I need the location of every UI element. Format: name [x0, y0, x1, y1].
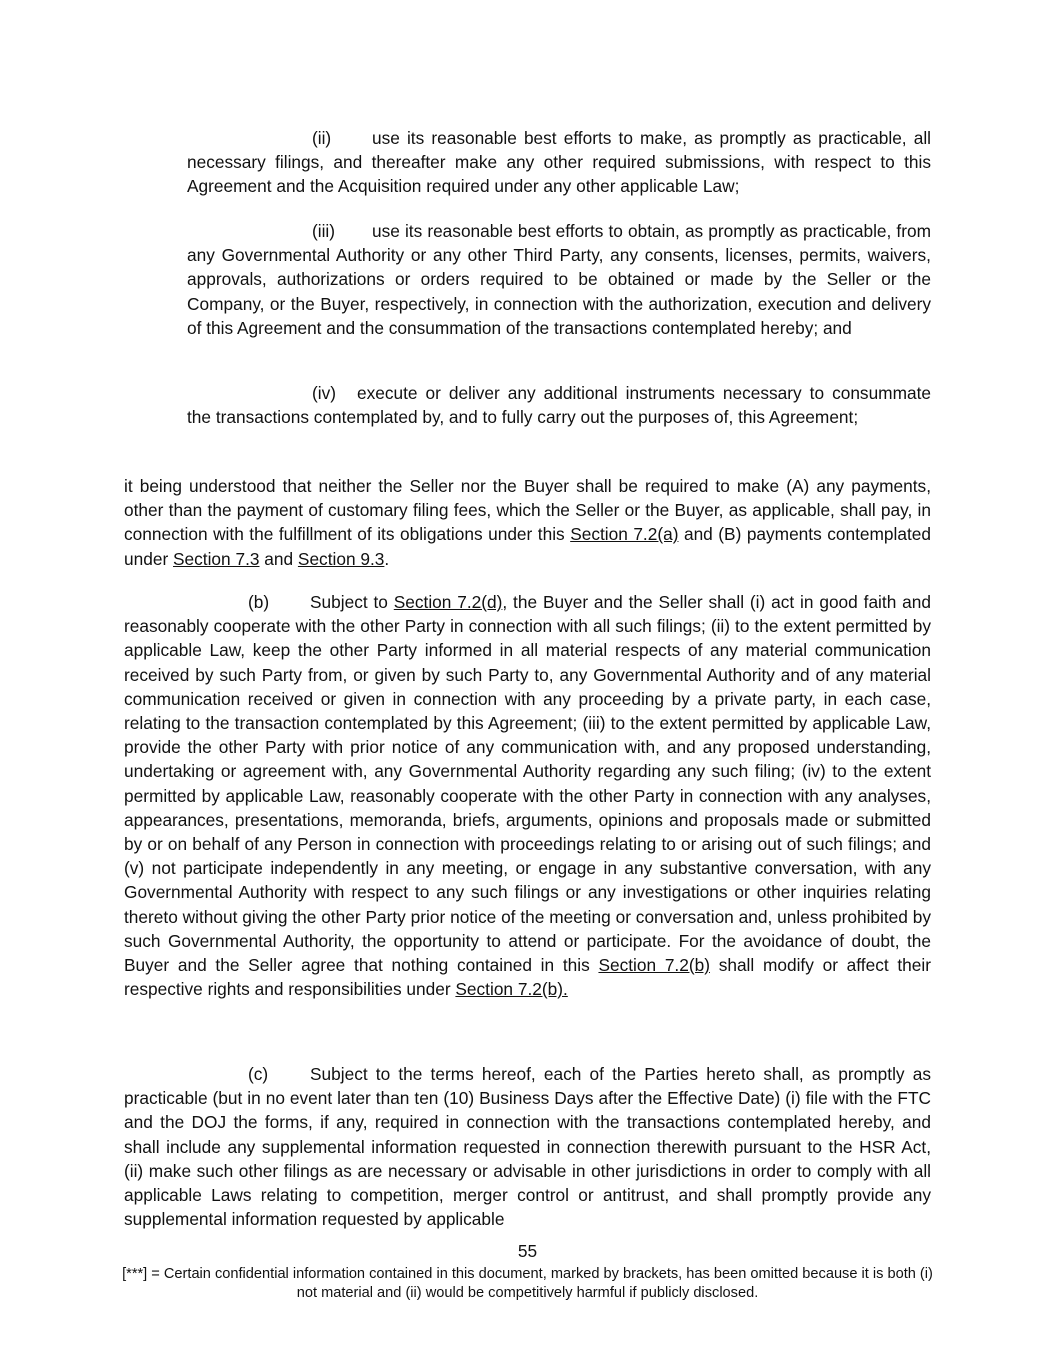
clause-text: use its reasonable best efforts to make, as promptly as practicable, all necessary filings, and thereafter make any other required submissions, with respect to this Agreement and the Acquisition required under any other applicable Law; — [187, 128, 931, 197]
section-reference: Section 7.2(b). — [455, 979, 568, 1000]
paragraph-text: Subject to — [310, 592, 394, 612]
clause-label: (iv) — [312, 383, 336, 403]
page-number: 55 — [517, 1241, 538, 1261]
clause-label: (c) — [248, 1064, 269, 1084]
clause-text: execute or deliver any additional instruments necessary to consummate the transactions contemplated by, and to fully carry out the purposes of, this Agreement; — [187, 383, 931, 428]
paragraph-text: it being understood that neither the Seller nor the Buyer shall be required to make (A) any payments, other than the payment of customary filing fees, which the Seller or the Buyer, as applicable, shall pay, in connection with the fulfillment of its obligations under this — [124, 476, 931, 545]
section-reference: Section 7.2(d) — [393, 592, 503, 612]
clause-iv — [187, 381, 931, 429]
section-reference: Section 7.2(a) — [570, 524, 679, 545]
clause-text: Subject to the terms hereof, each of the Parties hereto shall, as promptly as practicable (but in no event later than ten (10) Business Days after the Effective Date) (i) file with the FTC and the DOJ the forms, if any, required in connection with the transactions contemplated hereby, and shall include any supplemental information requested in connection therewith pursuant to the HSR Act, (ii) make such other filings as are necessary or advisable in other jurisdictions in order to comply with all applicable Laws relating to competition, merger control or antitrust, and shall promptly provide any supplemental information requested by applicable — [124, 1064, 931, 1230]
clause-text: use its reasonable best efforts to obtain, as promptly as practicable, from any Governmental Authority or any other Third Party, any consents, licenses, permits, waivers, approvals, authorizations or orders required to be obtained or made by the Seller or the Company, or the Buyer, respectively, in connection with the authorization, execution and delivery of this Agreement and the consummation of the transactions contemplated hereby; and — [187, 221, 931, 338]
clause-c — [124, 1062, 931, 1231]
clause-label: (iii) — [312, 221, 336, 241]
paragraph-text: and (B) payments contemplated under — [124, 524, 931, 569]
section-reference: Section 9.3 — [297, 548, 385, 569]
understood-paragraph — [124, 474, 931, 571]
paragraph-text: . — [384, 548, 390, 569]
section-reference: Section 7.3 — [173, 548, 260, 569]
clause-b — [124, 590, 931, 1001]
paragraph-text: , the Buyer and the Seller shall (i) act in good faith and reasonably cooperate with the other Party in connection with all such filings; (ii) to the extent permitted by applicable Law, keep the other Party informed in all material respects of any material communication received by such Party from, or given by such Party to, any Governmental Authority and of any material communication received or given in connection with any proceeding by a private party, in each case, relating to the transaction contemplated by this Agreement; (iii) to the extent permitted by applicable Law, provide the other Party with prior notice of any communication with, and any proposed understanding, undertaking or agreement with, any Governmental Authority regarding any such filing; (iv) to the extent permitted by applicable Law, reasonably cooperate with the other Party in connection with any analyses, appearances, presentations, memoranda, briefs, arguments, opinions and proposals made or submitted by or on behalf of any Person in connection with proceedings relating to or arising out of such filings; and (v) not participate independently in any meeting, or engage in any substantive conversation, with any Governmental Authority with respect to any such filings or any investigations or other inquiries relating thereto without giving the other Party prior notice of the meeting or conversation and, unless prohibited by such Governmental Authority, the opportunity to attend or participate. For the avoidance of doubt, the Buyer and the Seller agree that nothing contained in this — [124, 592, 931, 976]
section-reference: Section 7.2(b) — [598, 955, 710, 976]
clause-label: (ii) — [312, 128, 332, 148]
clause-label: (b) — [248, 592, 270, 612]
paragraph-text: and — [259, 548, 298, 569]
paragraph-text: shall modify or affect their respective rights and responsibilities under — [124, 955, 931, 1000]
clause-iii — [187, 219, 931, 340]
clause-ii — [187, 126, 931, 199]
footer-note: [***] = Certain confidential information contained in this document, marked by brackets, has been omitted because it is both (i) not material and (ii) would be competitively harmful if publicly disclosed. — [122, 1266, 933, 1301]
